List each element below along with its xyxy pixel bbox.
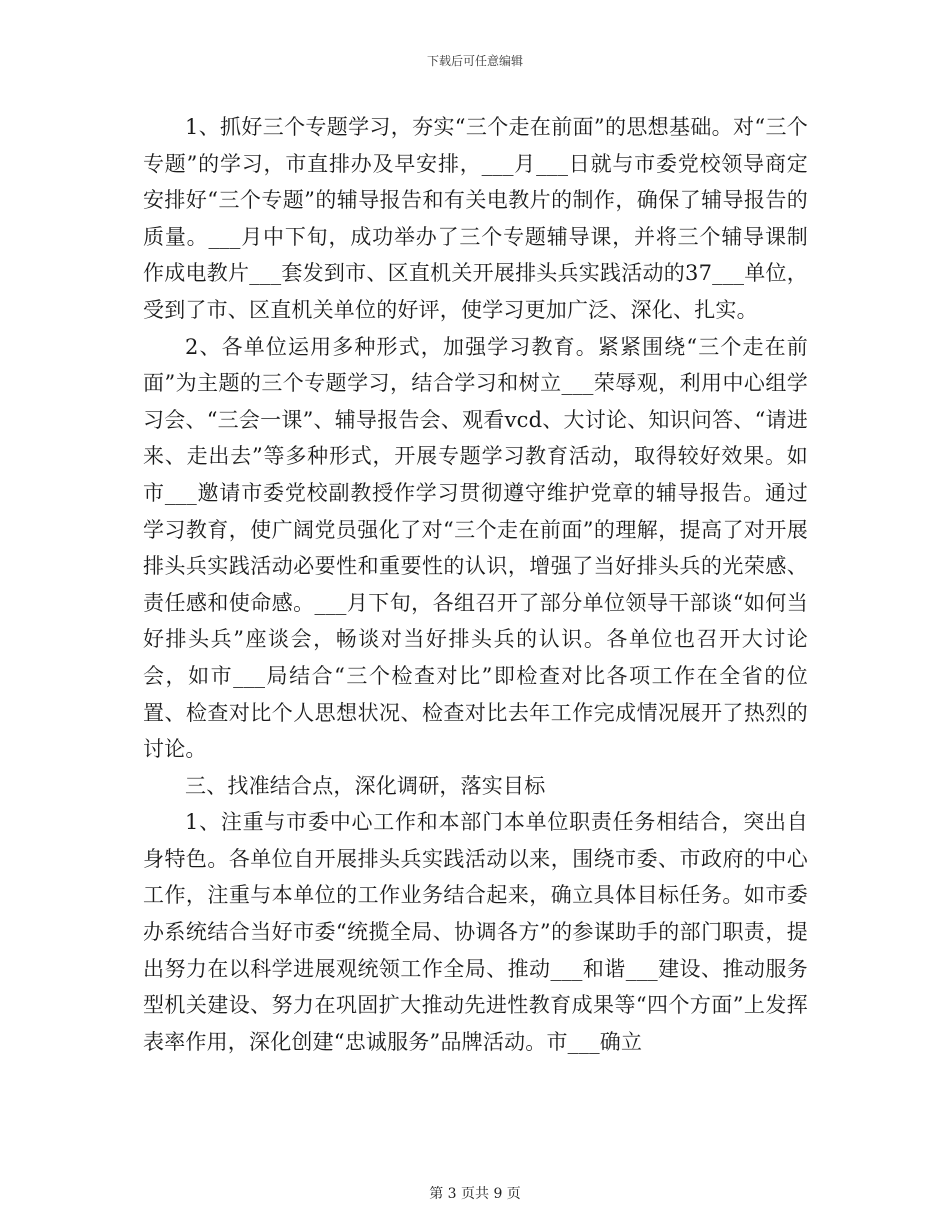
paragraph-study-education: 2、各单位运用多种形式，加强学习教育。紧紧围绕“三个走在前面”为主题的三个专题学习，结合学习和树立___荣辱观，利用中心组学习会、“三会一课”、辅导报告会、观看vcd、大讨论、知识问答、“请进来、走出去”等多种形式，开展专题学习教育活动，取得较好效果。如市___邀请市委党校副教授作学习贯彻遵守维护党章的辅导报告。通过学习教育，使广阔党员强化了对“三个走在前面”的理解，提高了对开展排头兵实践活动必要性和重要性的认识，增强了当好排头兵的光荣感、责任感和使命感。___月下旬，各组召开了部分单位领导干部谈“如何当好排头兵”座谈会，畅谈对当好排头兵的认识。各单位也召开大讨论会，如市___局结合“三个检查对比”即检查对比各项工作在全省的位置、检查对比个人思想状况、检查对比去年工作完成情况展开了热烈的讨论。	[143, 334, 808, 762]
paragraph-study-topics: 1、抓好三个专题学习，夯实“三个走在前面”的思想基础。对“三个专题”的学习，市直排办及早安排，___月___日就与市委党校领导商定安排好“三个专题”的辅导报告和有关电教片的制作，确保了辅导报告的质量。___月中下旬，成功举办了三个专题辅导课，并将三个辅导课制作成电教片___套发到市、区直机关开展排头兵实践活动的37___单位，受到了市、区直机关单位的好评，使学习更加广泛、深化、扎实。	[143, 115, 808, 322]
page-header: 下载后可任意编辑	[426, 54, 523, 68]
document-body	[143, 109, 808, 1060]
page-number: 第 3 页共 9 页	[429, 1186, 521, 1202]
paragraph-central-work: 1、注重与市委中心工作和本部门本单位职责任务相结合，突出自身特色。各单位自开展排头兵实践活动以来，围绕市委、市政府的中心工作，注重与本单位的工作业务结合起来，确立具体目标任务。如市委办系统结合当好市委“统揽全局、协调各方”的参谋助手的部门职责，提出努力在以科学进展观统领工作全局、推动___和谐___建设、推动服务型机关建设、努力在巩固扩大推动先进性教育成果等“四个方面”上发挥表率作用，深化创建“忠诚服务”品牌活动。市___确立	[143, 810, 808, 1054]
section-heading: 三、找准结合点，深化调研，落实目标	[185, 773, 546, 798]
